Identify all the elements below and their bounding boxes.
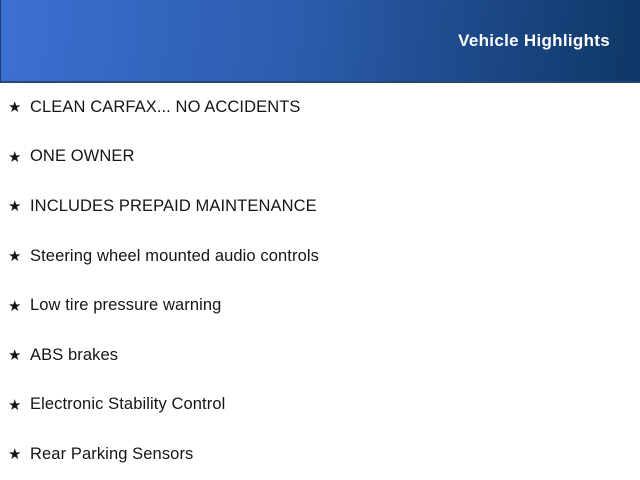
star-icon: ★: [8, 248, 22, 266]
star-icon: ★: [8, 446, 22, 464]
list-item-label: ABS brakes: [30, 345, 119, 364]
list-item-label: Electronic Stability Control: [30, 395, 226, 414]
list-item: [0, 232, 640, 282]
list-item-label: ONE OWNER: [30, 147, 135, 166]
header-banner: [0, 0, 640, 83]
list-item: [0, 133, 640, 183]
list-item: [0, 381, 640, 431]
list-item: [0, 83, 640, 133]
list-item: [0, 281, 640, 331]
star-icon: ★: [8, 396, 22, 414]
page-title: Vehicle Highlights: [458, 30, 610, 50]
list-item: [0, 331, 640, 381]
list-item: [0, 182, 640, 232]
star-icon: ★: [8, 347, 22, 365]
star-icon: ★: [8, 198, 22, 216]
list-item-label: INCLUDES PREPAID MAINTENANCE: [30, 197, 317, 216]
list-item: [0, 430, 640, 480]
highlights-list: [0, 83, 640, 480]
star-icon: ★: [8, 99, 22, 117]
star-icon: ★: [8, 297, 22, 315]
list-item-label: Low tire pressure warning: [30, 296, 222, 315]
star-icon: ★: [8, 148, 22, 166]
list-item-label: Rear Parking Sensors: [30, 445, 194, 464]
list-item-label: Steering wheel mounted audio controls: [30, 246, 319, 265]
list-item-label: CLEAN CARFAX... NO ACCIDENTS: [30, 97, 301, 116]
